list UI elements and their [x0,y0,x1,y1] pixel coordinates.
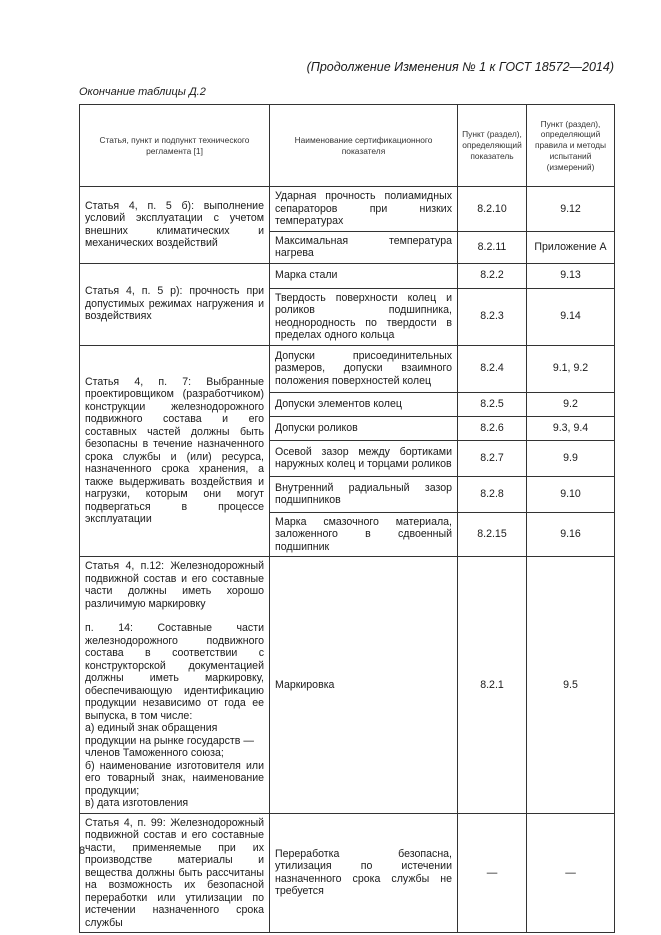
method-cell: 9.14 [527,288,615,345]
method-cell: — [527,813,615,933]
method-cell: 9.1, 9.2 [527,345,615,392]
indicator-cell: Допуски присоединительных размеров, допуски взаимного положения поверхностей колец [270,345,458,392]
article-cell [80,557,270,814]
col-header-clause: Пункт (раздел), определяющий показатель [458,105,527,187]
page-number: 8 [79,845,86,857]
method-cell: 9.16 [527,512,615,557]
indicator-cell: Маркировка [270,557,458,814]
article-cell: Статья 4, п. 7: Выбранные проектировщиком (разработчиком) конструкции железнодорожного подвижного состава и его составных частей должны быть безопасны в течение назначенного срока службы и (или) ресурса, назначенного срока хранения, а также выдерживать воздействия и нагрузки, которым они могут подвергаться в процессе эксплуатации [80,345,270,557]
indicator-cell: Максимальная температура нагрева [270,231,458,263]
indicator-cell: Внутренний радиальный зазор подшипников [270,476,458,512]
clause-cell: 8.2.1 [458,557,527,814]
method-cell: 9.13 [527,263,615,288]
table-row [80,345,615,392]
indicator-cell: Переработка безопасна, утилизация по истечении назначенного срока службы не требуется [270,813,458,933]
col-header-indicator: Наименование сертификационного показателя [270,105,458,187]
indicator-cell: Допуски элементов колец [270,392,458,416]
article-paragraph: Статья 4, п.12: Железнодорожный подвижной состав и его составные части должны иметь хорошо различимую маркировку [85,560,264,610]
method-cell: 9.12 [527,187,615,232]
table-row [80,187,615,232]
list-item: в) дата изготовления [85,797,189,809]
method-cell: 9.10 [527,476,615,512]
clause-cell: 8.2.10 [458,187,527,232]
document-header: (Продолжение Изменения № 1 к ГОСТ 18572—2014) [306,60,614,74]
table-header-row [80,105,615,187]
clause-cell: 8.2.8 [458,476,527,512]
indicator-cell: Осевой зазор между бортиками наружных колец и торцами роликов [270,440,458,476]
article-cell: Статья 4, п. 99: Железнодорожный подвижной состав и его составные части, применяемые при их производстве материалы и вещества должны быть рассчитаны на возможность их безопасной переработки или утилизации по истечении назначенного срока службы [80,813,270,933]
clause-cell: 8.2.7 [458,440,527,476]
clause-cell: — [458,813,527,933]
article-paragraph: п. 14: Составные части железнодорожного подвижного состава в соответствии с конструкторской документацией должны иметь маркировку, обеспечивающую идентификацию продукции независимо от года ее выпуска, в том числе: [85,622,264,722]
clause-cell: 8.2.2 [458,263,527,288]
paragraph-spacer [85,610,264,622]
col-header-article: Статья, пункт и подпункт технического регламента [1] [80,105,270,187]
certification-table [79,104,615,933]
clause-cell: 8.2.5 [458,392,527,416]
clause-cell: 8.2.4 [458,345,527,392]
clause-cell: 8.2.3 [458,288,527,345]
col-header-method: Пункт (раздел), определяющий правила и методы испытаний (измерений) [527,105,615,187]
article-cell: Статья 4, п. 5 р): прочность при допустимых режимах нагружения и воздействиях [80,263,270,345]
method-cell: 9.5 [527,557,615,814]
table-row [80,557,615,814]
indicator-cell: Марка стали [270,263,458,288]
method-cell: 9.3, 9.4 [527,416,615,440]
table-row [80,813,615,933]
list-item: а) единый знак обращения продукции на рынке государств — членов Таможенного союза; [85,722,254,759]
clause-cell: 8.2.15 [458,512,527,557]
table-caption: Окончание таблицы Д.2 [79,86,206,98]
indicator-cell: Твердость поверхности колец и роликов подшипника, неоднородность по твердости в пределах одного кольца [270,288,458,345]
list-item: б) наименование изготовителя или его товарный знак, наименование продукции; [85,759,264,797]
clause-cell: 8.2.11 [458,231,527,263]
article-cell: Статья 4, п. 5 б): выполнение условий эксплуатации с учетом внешних климатических и механических воздействий [80,187,270,264]
method-cell: 9.9 [527,440,615,476]
indicator-cell: Ударная прочность полиамидных сепараторов при низких температурах [270,187,458,232]
method-cell: 9.2 [527,392,615,416]
method-cell: Приложение А [527,231,615,263]
indicator-cell: Марка смазочного материала, заложенного в сдвоенный подшипник [270,512,458,557]
table-row [80,263,615,288]
clause-cell: 8.2.6 [458,416,527,440]
indicator-cell: Допуски роликов [270,416,458,440]
